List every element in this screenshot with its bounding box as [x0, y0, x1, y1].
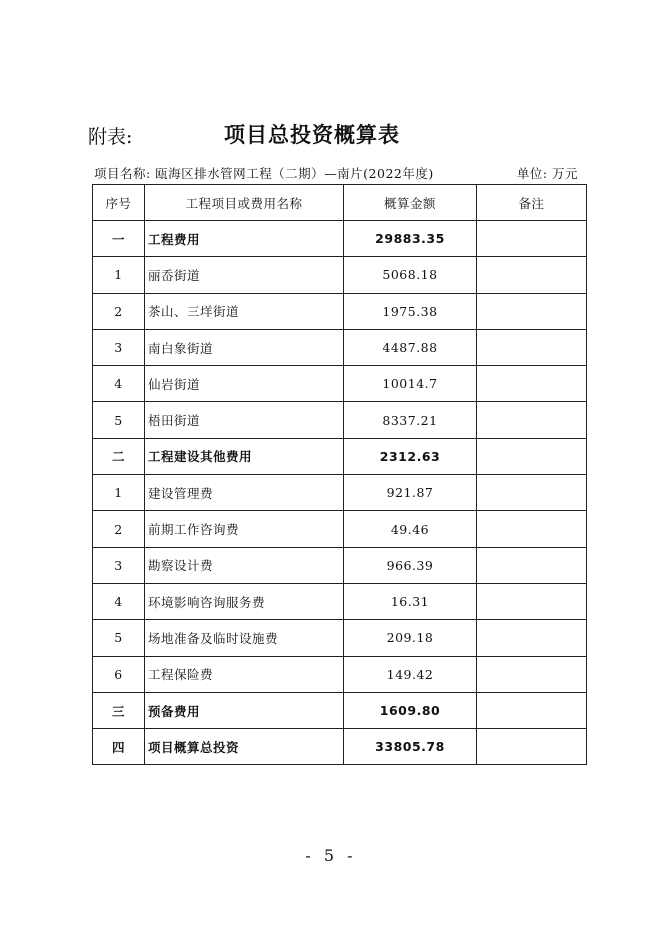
cell-name: 预备费用: [145, 692, 344, 728]
cell-amount: 966.39: [344, 547, 477, 583]
table-row: [93, 511, 587, 547]
cell-name: 梧田街道: [145, 402, 344, 438]
cell-seq: 5: [93, 402, 145, 438]
cell-note: [477, 692, 587, 728]
project-meta-line: [94, 164, 578, 182]
cell-amount: 16.31: [344, 583, 477, 619]
cell-name: 项目概算总投资: [145, 729, 344, 765]
cell-note: [477, 620, 587, 656]
cell-seq: 3: [93, 547, 145, 583]
cell-note: [477, 293, 587, 329]
table-row: [93, 293, 587, 329]
cell-seq: 二: [93, 438, 145, 474]
cell-note: [477, 366, 587, 402]
cell-note: [477, 475, 587, 511]
table-row: [93, 221, 587, 257]
cell-name: 仙岩街道: [145, 366, 344, 402]
cell-name: 南白象街道: [145, 329, 344, 365]
header-seq: 序号: [93, 185, 145, 221]
cell-name: 工程保险费: [145, 656, 344, 692]
cell-amount: 10014.7: [344, 366, 477, 402]
cell-name: 前期工作咨询费: [145, 511, 344, 547]
cell-seq: 3: [93, 329, 145, 365]
cell-amount: 5068.18: [344, 257, 477, 293]
cell-amount: 149.42: [344, 656, 477, 692]
cell-amount: 1609.80: [344, 692, 477, 728]
cell-name: 茶山、三垟街道: [145, 293, 344, 329]
cell-seq: 4: [93, 583, 145, 619]
cell-note: [477, 438, 587, 474]
cell-name: 丽岙街道: [145, 257, 344, 293]
header-amount: 概算金额: [344, 185, 477, 221]
cell-seq: 2: [93, 293, 145, 329]
cell-name: 工程费用: [145, 221, 344, 257]
table-row: [93, 583, 587, 619]
cell-amount: 29883.35: [344, 221, 477, 257]
cell-seq: 四: [93, 729, 145, 765]
cell-seq: 1: [93, 257, 145, 293]
cell-name: 场地准备及临时设施费: [145, 620, 344, 656]
cell-seq: 1: [93, 475, 145, 511]
cell-amount: 33805.78: [344, 729, 477, 765]
document-title: 项目总投资概算表: [224, 123, 400, 147]
cell-seq: 2: [93, 511, 145, 547]
cell-seq: 三: [93, 692, 145, 728]
cell-name: 工程建设其他费用: [145, 438, 344, 474]
cell-amount: 209.18: [344, 620, 477, 656]
table-row: [93, 257, 587, 293]
cell-amount: 4487.88: [344, 329, 477, 365]
cell-seq: 一: [93, 221, 145, 257]
cell-note: [477, 547, 587, 583]
table-row: [93, 475, 587, 511]
cell-amount: 2312.63: [344, 438, 477, 474]
cell-seq: 6: [93, 656, 145, 692]
header-note: 备注: [477, 185, 587, 221]
unit-text: 单位: 万元: [516, 166, 578, 181]
budget-table: [92, 184, 587, 765]
cell-name: 环境影响咨询服务费: [145, 583, 344, 619]
table-row: [93, 438, 587, 474]
cell-note: [477, 656, 587, 692]
cell-seq: 5: [93, 620, 145, 656]
header-name: 工程项目或费用名称: [145, 185, 344, 221]
table-row: [93, 620, 587, 656]
budget-table-body: [93, 221, 587, 765]
cell-note: [477, 511, 587, 547]
cell-name: 勘察设计费: [145, 547, 344, 583]
cell-note: [477, 329, 587, 365]
cell-note: [477, 729, 587, 765]
attachment-label: 附表:: [88, 126, 133, 148]
table-header-row: [93, 185, 587, 221]
cell-seq: 4: [93, 366, 145, 402]
cell-name: 建设管理费: [145, 475, 344, 511]
cell-amount: 921.87: [344, 475, 477, 511]
project-name-text: 项目名称: 瓯海区排水管网工程（二期）—南片(2022年度): [94, 166, 434, 181]
cell-amount: 8337.21: [344, 402, 477, 438]
cell-amount: 49.46: [344, 511, 477, 547]
cell-note: [477, 402, 587, 438]
cell-note: [477, 221, 587, 257]
table-row: [93, 547, 587, 583]
table-row: [93, 729, 587, 765]
table-row: [93, 692, 587, 728]
page-number: - 5 -: [305, 846, 357, 865]
table-row: [93, 656, 587, 692]
table-row: [93, 329, 587, 365]
cell-note: [477, 583, 587, 619]
cell-note: [477, 257, 587, 293]
table-row: [93, 402, 587, 438]
cell-amount: 1975.38: [344, 293, 477, 329]
table-row: [93, 366, 587, 402]
